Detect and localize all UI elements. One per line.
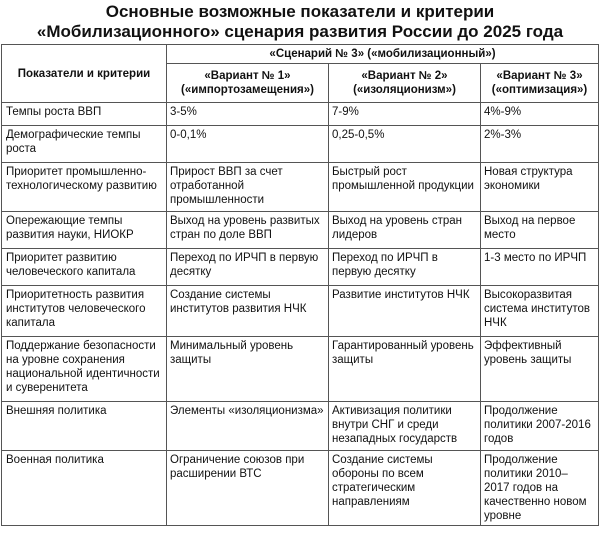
scenario-header: «Сценарий № 3» («мобилизационный») <box>167 45 599 64</box>
variant-3-cell: Продолжение политики 2010– 2017 годов на качественно новом уровне <box>481 451 599 526</box>
variant-2-cell: 0,25-0,5% <box>329 126 481 163</box>
variant-2-cell: Гарантированный уровень защиты <box>329 337 481 402</box>
variant-1-cell: Переход по ИРЧП в первую десятку <box>167 249 329 286</box>
variant-3-cell: 1-3 место по ИРЧП <box>481 249 599 286</box>
variant-2-cell: 7-9% <box>329 103 481 126</box>
title-line-1: Основные возможные показатели и критерии <box>105 2 495 21</box>
table-row <box>2 249 599 286</box>
table-row <box>2 126 599 163</box>
variant-3-header: «Вариант № 3» («оптимизация») <box>481 64 599 103</box>
variant-3-cell: 4%-9% <box>481 103 599 126</box>
variant-1-cell: 3-5% <box>167 103 329 126</box>
variant-2-cell: Развитие институтов НЧК <box>329 286 481 337</box>
table-row <box>2 103 599 126</box>
variant-3-cell: 2%-3% <box>481 126 599 163</box>
criterion-cell: Военная политика <box>2 451 167 526</box>
variant-1-cell: Минимальный уровень защиты <box>167 337 329 402</box>
criterion-cell: Внешняя политика <box>2 402 167 451</box>
criteria-table <box>1 44 599 526</box>
variant-1-cell: 0-0,1% <box>167 126 329 163</box>
criterion-cell: Приоритет промышленно-технологическому развитию <box>2 163 167 212</box>
variant-2-cell: Переход по ИРЧП в первую десятку <box>329 249 481 286</box>
variant-3-cell: Выход на первое место <box>481 212 599 249</box>
table-row <box>2 212 599 249</box>
criterion-cell: Демографические темпы роста <box>2 126 167 163</box>
variant-2-cell: Активизация политики внутри СНГ и среди незападных государств <box>329 402 481 451</box>
document-title <box>0 0 600 44</box>
criteria-column-header: Показатели и критерии <box>2 45 167 103</box>
criterion-cell: Приоритет развитию человеческого капитала <box>2 249 167 286</box>
title-line-2: «Мобилизационного» сценария развития России до 2025 года <box>36 22 564 41</box>
table-row <box>2 451 599 526</box>
variant-2-cell: Создание системы обороны по всем стратегическим направлениям <box>329 451 481 526</box>
variant-2-header: «Вариант № 2» («изоляционизм») <box>329 64 481 103</box>
variant-3-cell: Высокоразвитая система институтов НЧК <box>481 286 599 337</box>
criterion-cell: Поддержание безопасности на уровне сохранения национальной идентичности и суверенитета <box>2 337 167 402</box>
variant-1-cell: Элементы «изоляционизма» <box>167 402 329 451</box>
variant-1-cell: Выход на уровень развитых стран по доле ВВП <box>167 212 329 249</box>
table-row <box>2 337 599 402</box>
table-row <box>2 163 599 212</box>
criterion-cell: Темпы роста ВВП <box>2 103 167 126</box>
variant-1-cell: Создание системы институтов развития НЧК <box>167 286 329 337</box>
variant-1-header: «Вариант № 1» («импортозамещения») <box>167 64 329 103</box>
criterion-cell: Опережающие темпы развития науки, НИОКР <box>2 212 167 249</box>
criterion-cell: Приоритетность развития институтов человеческого капитала <box>2 286 167 337</box>
table-row <box>2 286 599 337</box>
variant-3-cell: Продолжение политики 2007-2016 годов <box>481 402 599 451</box>
variant-3-cell: Новая структура экономики <box>481 163 599 212</box>
variant-2-cell: Быстрый рост промышленной продукции <box>329 163 481 212</box>
variant-2-cell: Выход на уровень стран лидеров <box>329 212 481 249</box>
variant-1-cell: Ограничение союзов при расширении ВТС <box>167 451 329 526</box>
table-row <box>2 402 599 451</box>
variant-1-cell: Прирост ВВП за счет отработанной промышленности <box>167 163 329 212</box>
variant-3-cell: Эффективный уровень защиты <box>481 337 599 402</box>
